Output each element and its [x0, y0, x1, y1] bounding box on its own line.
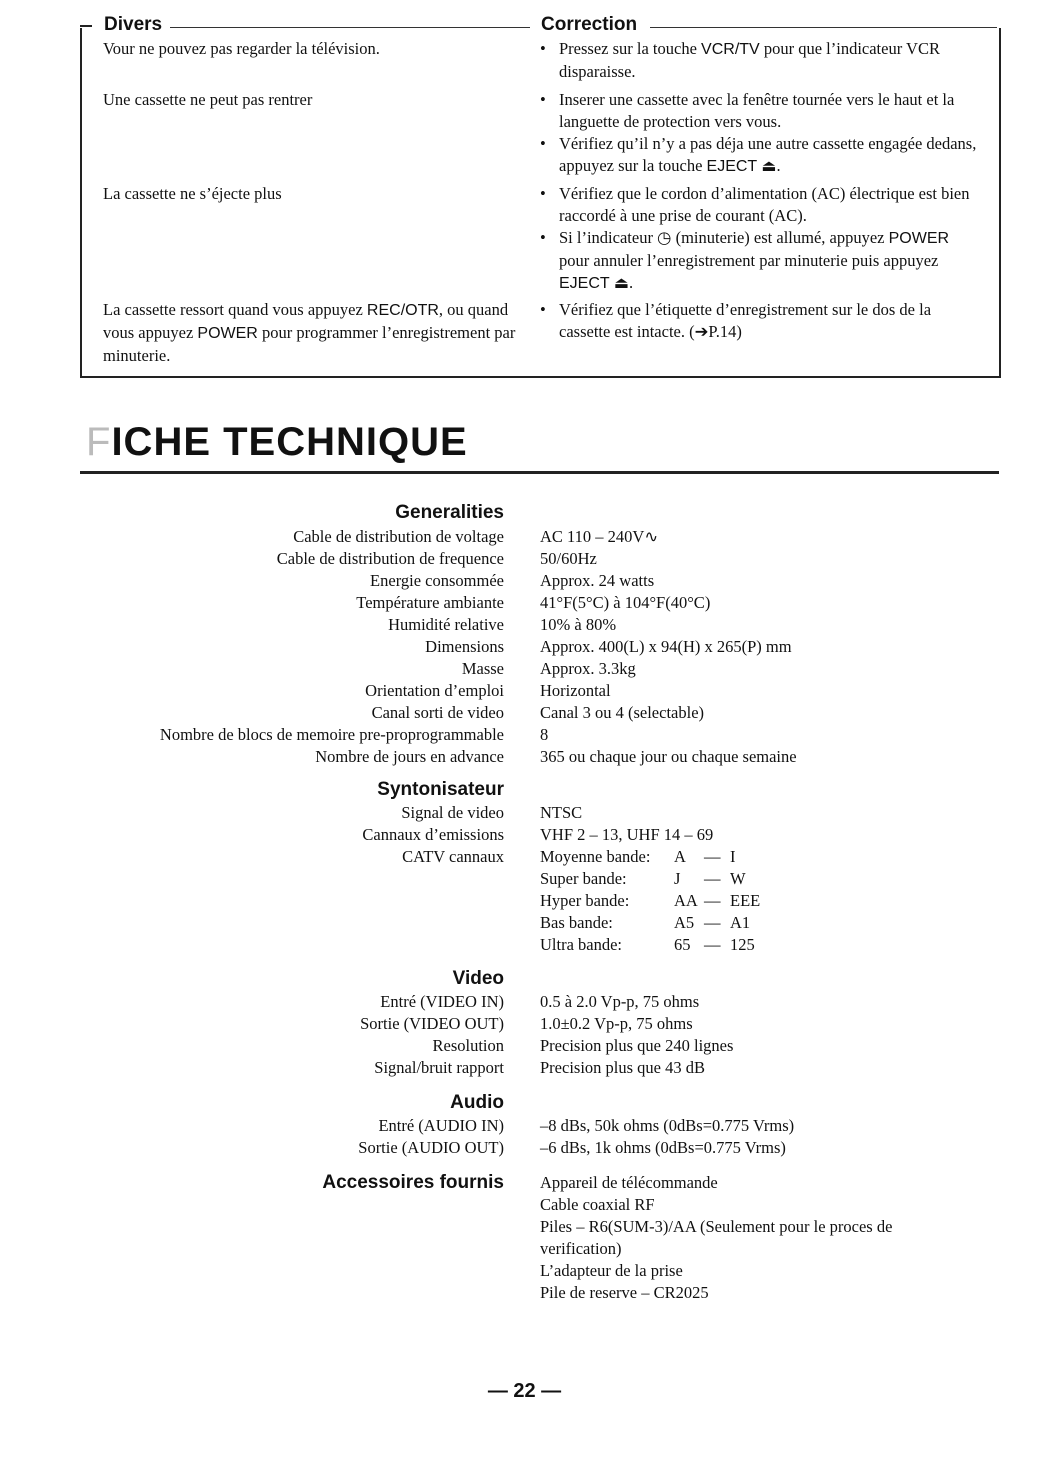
- spec-value: Precision plus que 240 lignes: [540, 1036, 734, 1055]
- spec-label: Dimensions: [425, 637, 504, 656]
- spec-label: Nombre de blocs de memoire pre-proprogrammable: [159, 725, 504, 744]
- spec-label: Température ambiante: [356, 593, 504, 612]
- spec-value: Approx. 400(L) x 94(H) x 265(P) mm: [540, 637, 792, 656]
- spec-value: Precision plus que 43 dB: [540, 1058, 705, 1077]
- spec-label: Nombre de jours en advance: [315, 747, 504, 766]
- band-dash: —: [704, 869, 721, 888]
- spec-label: Masse: [461, 659, 504, 678]
- spec-label: Canal sorti de video: [371, 703, 504, 722]
- accessory-item: Cable coaxial RF: [540, 1195, 655, 1214]
- accessory-item: Pile de reserve – CR2025: [540, 1283, 709, 1302]
- problem-1: Vour ne pouvez pas regarder la télévision.: [103, 39, 380, 58]
- band-to: 125: [730, 935, 755, 954]
- band-dash: —: [704, 935, 721, 954]
- box-corner: [80, 25, 92, 27]
- problem-3: La cassette ne s’éjecte plus: [103, 184, 282, 203]
- band-dash: —: [704, 847, 721, 866]
- spec-value: Horizontal: [540, 681, 611, 700]
- spec-label: Cable de distribution de voltage: [293, 527, 504, 546]
- band-to: I: [730, 847, 736, 866]
- solution-2-2: • Vérifiez qu’il n’y a pas déja une autre cassette engagée dedans, appuyez sur la touche EJECT ⏏.: [540, 134, 977, 175]
- band-name: Bas bande:: [540, 913, 613, 932]
- accessory-item: verification): [540, 1239, 622, 1258]
- band-from: A: [674, 847, 686, 866]
- spec-label: Cannaux d’emissions: [362, 825, 504, 844]
- header-rule-left: [170, 27, 530, 28]
- header-rule-right: [650, 27, 997, 28]
- heading-generalities: Generalities: [395, 502, 504, 523]
- band-dash: —: [704, 913, 721, 932]
- accessory-item: Piles – R6(SUM-3)/AA (Seulement pour le proces de: [540, 1217, 893, 1236]
- accessory-item: Appareil de télécommande: [540, 1173, 718, 1192]
- spec-value: Approx. 24 watts: [540, 571, 655, 590]
- page-number: — 22 —: [487, 1380, 562, 1402]
- band-to: A1: [730, 913, 751, 932]
- spec-value: 50/60Hz: [540, 549, 597, 568]
- spec-value: 10% à 80%: [540, 615, 617, 634]
- spec-value: 41°F(5°C) à 104°F(40°C): [540, 593, 711, 612]
- band-from: 65: [674, 935, 691, 954]
- heading-syntonisateur: Syntonisateur: [377, 779, 504, 800]
- spec-value: –8 dBs, 50k ohms (0dBs=0.775 Vrms): [540, 1116, 795, 1135]
- band-from: A5: [674, 913, 695, 932]
- spec-value: 8: [540, 725, 549, 744]
- solution-3-1: • Vérifiez que le cordon d’alimentation (AC) électrique est bien raccordé à une prise de courant (AC).: [540, 184, 970, 225]
- spec-label: Signal/bruit rapport: [374, 1058, 504, 1077]
- spec-value: Approx. 3.3kg: [540, 659, 636, 678]
- band-name: Moyenne bande:: [540, 847, 651, 866]
- spec-label: Sortie (VIDEO OUT): [360, 1014, 504, 1033]
- spec-value: VHF 2 – 13, UHF 14 – 69: [540, 825, 714, 844]
- title-rule: [80, 471, 999, 474]
- band-to: W: [730, 869, 746, 888]
- band-from: AA: [674, 891, 698, 910]
- solution-4-1: • Vérifiez que l’étiquette d’enregistrement sur le dos de la cassette est intacte. (➔P.14): [540, 300, 932, 341]
- problem-4: La cassette ressort quand vous appuyez REC/OTR, ou quand vous appuyez POWER pour programmer l’enregistrement par minuterie.: [103, 300, 516, 365]
- spec-value: 0.5 à 2.0 Vp-p, 75 ohms: [540, 992, 700, 1011]
- spec-label: Entré (VIDEO IN): [380, 992, 504, 1011]
- band-name: Hyper bande:: [540, 891, 630, 910]
- band-from: J: [674, 869, 681, 888]
- band-name: Ultra bande:: [540, 935, 623, 954]
- spec-label: CATV cannaux: [402, 847, 504, 866]
- heading-video: Video: [452, 968, 504, 989]
- spec-value: 1.0±0.2 Vp-p, 75 ohms: [540, 1014, 693, 1033]
- spec-label: Resolution: [432, 1036, 504, 1055]
- spec-value: AC 110 – 240V∿: [540, 527, 659, 546]
- spec-value: NTSC: [540, 803, 583, 822]
- spec-value: 365 ou chaque jour ou chaque semaine: [540, 747, 797, 766]
- band-dash: —: [704, 891, 721, 910]
- divers-header: Divers: [98, 14, 168, 36]
- spec-label: Sortie (AUDIO OUT): [358, 1138, 504, 1157]
- spec-label: Signal de video: [401, 803, 504, 822]
- heading-audio: Audio: [450, 1092, 504, 1113]
- spec-label: Orientation d’emploi: [365, 681, 504, 700]
- band-name: Super bande:: [540, 869, 627, 888]
- spec-label: Energie consommée: [370, 571, 504, 590]
- solution-2-1: • Inserer une cassette avec la fenêtre tournée vers le haut et la languette de protection vers vous.: [540, 90, 955, 131]
- spec-label: Entré (AUDIO IN): [378, 1116, 504, 1135]
- spec-label: Humidité relative: [388, 615, 504, 634]
- spec-value: Canal 3 ou 4 (selectable): [540, 703, 705, 722]
- spec-label: Cable de distribution de frequence: [276, 549, 504, 568]
- heading-accessoires: Accessoires fournis: [322, 1172, 504, 1193]
- solution-3-2: • Si l’indicateur ◷ (minuterie) est allumé, appuyez POWER pour annuler l’enregistrement par minuterie puis appuyez EJECT ⏏.: [540, 228, 950, 292]
- correction-header: Correction: [535, 14, 643, 36]
- accessory-item: L’adapteur de la prise: [540, 1261, 683, 1280]
- page-title: FICHE TECHNIQUE: [86, 420, 468, 464]
- band-to: EEE: [730, 891, 761, 910]
- solution-1-1: • Pressez sur la touche VCR/TV pour que l’indicateur VCR disparaisse.: [540, 39, 940, 81]
- problem-2: Une cassette ne peut pas rentrer: [103, 90, 313, 109]
- spec-value: –6 dBs, 1k ohms (0dBs=0.775 Vrms): [540, 1138, 786, 1157]
